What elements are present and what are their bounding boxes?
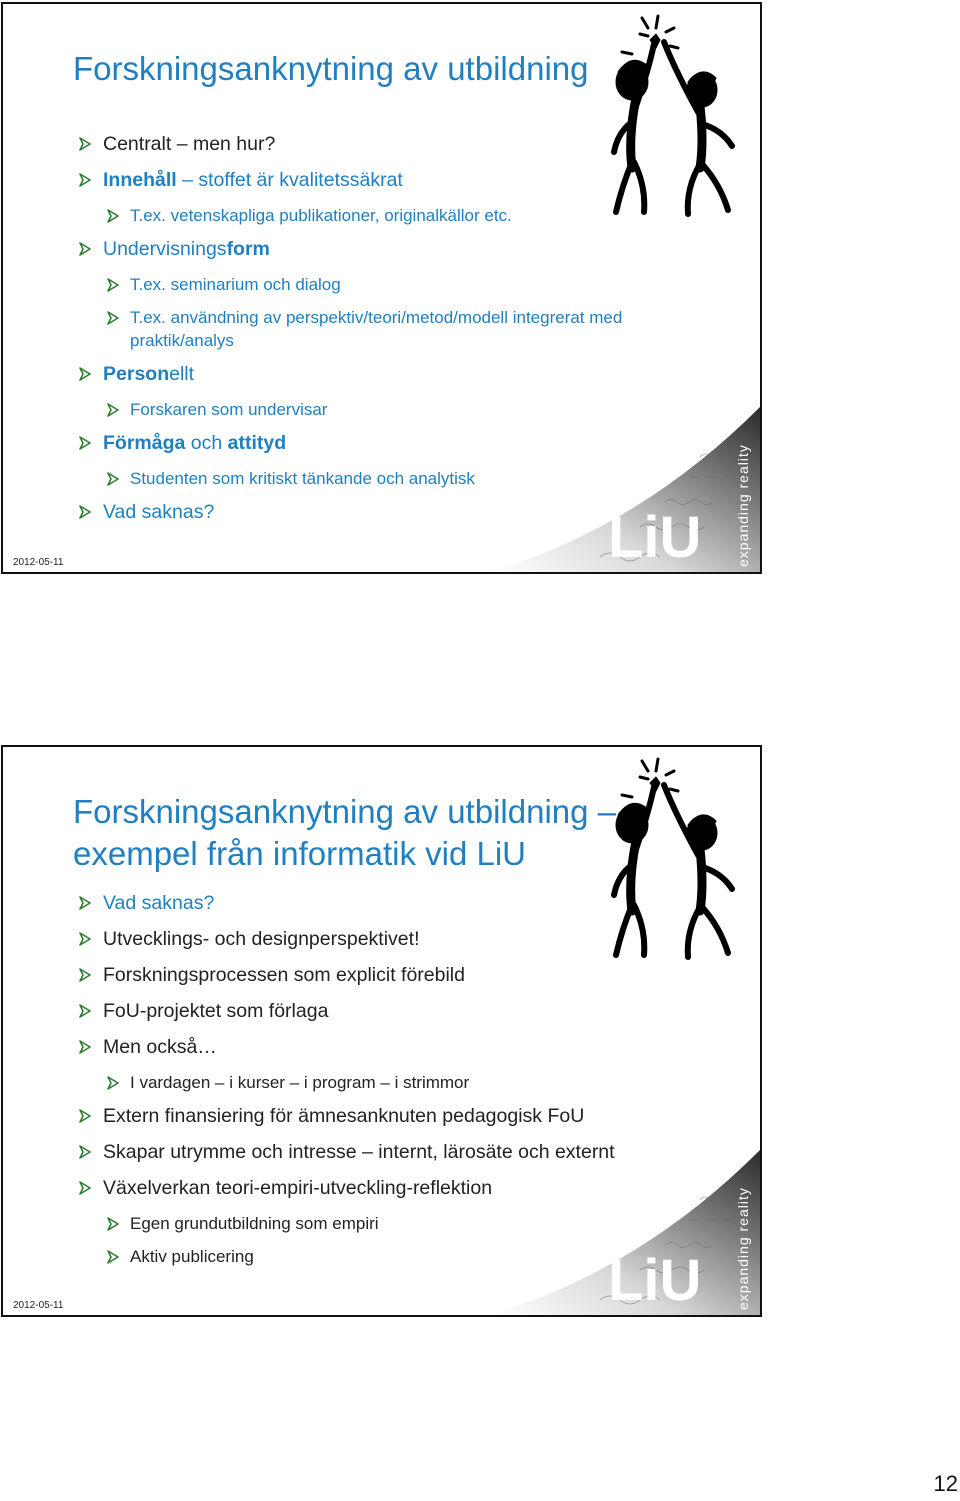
bullet-text: Extern finansiering för ämnesanknuten pedagogisk FoU <box>103 1105 585 1127</box>
arrow-bullet-icon <box>106 306 122 330</box>
arrow-bullet-icon <box>78 999 94 1023</box>
bullet-text: T.ex. seminarium och dialog <box>130 275 341 294</box>
arrow-bullet-icon <box>106 273 122 297</box>
bullet-text: I vardagen – i kurser – i program – i strimmor <box>130 1073 470 1092</box>
arrow-bullet-icon <box>78 1140 94 1164</box>
bullet-text: Centralt – men hur? <box>103 133 276 155</box>
arrow-bullet-icon <box>78 927 94 951</box>
bullet-item <box>78 273 640 296</box>
arrow-bullet-icon <box>78 963 94 987</box>
bullet-text: Skapar utrymme och intresse – internt, lärosäte och externt <box>103 1141 615 1163</box>
bullet-text: – stoffet är kvalitetssäkrat <box>176 169 403 191</box>
arrow-bullet-icon <box>106 1212 122 1236</box>
arrow-bullet-icon <box>78 132 94 156</box>
slide-date: 2012-05-11 <box>13 557 64 568</box>
bullet-item <box>78 204 640 227</box>
liu-logo-text: LiU <box>608 1248 702 1313</box>
high-five-figures-illustration <box>610 755 740 965</box>
bullet-item <box>78 927 640 951</box>
arrow-bullet-icon <box>106 204 122 228</box>
bullet-text: Studenten som kritiskt tänkande och analytisk <box>130 469 475 488</box>
arrow-bullet-icon <box>78 1176 94 1200</box>
bullet-text: form <box>226 238 270 260</box>
bullet-text: Undervisnings <box>103 238 227 260</box>
bullet-text: Vad saknas? <box>103 501 215 523</box>
arrow-bullet-icon <box>106 398 122 422</box>
bullet-text: och <box>185 432 228 454</box>
bullet-item <box>78 237 640 261</box>
bullet-text: FoU-projektet som förlaga <box>103 1000 329 1022</box>
slide-1 <box>1 2 762 574</box>
bullet-text: Förmåga <box>103 432 186 454</box>
liu-tagline: expanding reality <box>735 444 751 567</box>
bullet-text: Vad saknas? <box>103 892 215 914</box>
arrow-bullet-icon <box>78 362 94 386</box>
liu-logo-text: LiU <box>608 505 702 570</box>
bullet-item <box>78 306 640 352</box>
slide-title: Forskningsanknytning av utbildning <box>73 50 589 87</box>
bullet-text: Innehåll <box>103 169 177 191</box>
bullet-item <box>78 891 640 915</box>
bullet-item <box>78 999 640 1023</box>
bullet-text: T.ex. användning av perspektiv/teori/metod/modell integrerat med praktik/analys <box>130 308 623 350</box>
bullet-text: Utvecklings- och designperspektivet! <box>103 928 420 950</box>
bullet-item <box>78 362 640 386</box>
bullet-item <box>78 1071 640 1094</box>
arrow-bullet-icon <box>78 237 94 261</box>
arrow-bullet-icon <box>106 1071 122 1095</box>
bullet-text: attityd <box>227 432 287 454</box>
high-five-figures-illustration <box>610 12 740 222</box>
bullet-item <box>78 168 640 192</box>
bullet-text: Forskningsprocessen som explicit förebild <box>103 964 465 986</box>
liu-corner-graphic <box>490 1150 760 1315</box>
bullet-text: Forskaren som undervisar <box>130 400 328 419</box>
slide-date: 2012-05-11 <box>13 1300 64 1311</box>
arrow-bullet-icon <box>106 1245 122 1269</box>
bullet-text: Egen grundutbildning som empiri <box>130 1214 379 1233</box>
arrow-bullet-icon <box>78 500 94 524</box>
page-number: 12 <box>933 1471 958 1496</box>
bullet-item <box>78 1104 640 1128</box>
bullet-item <box>78 1035 640 1059</box>
arrow-bullet-icon <box>106 467 122 491</box>
bullet-text: Person <box>103 363 170 385</box>
bullet-item <box>78 963 640 987</box>
slide-title: Forskningsanknytning av utbildning – exempel från informatik vid LiU <box>73 793 617 872</box>
bullet-item <box>78 132 640 156</box>
liu-tagline: expanding reality <box>735 1187 751 1310</box>
liu-corner-graphic <box>490 407 760 572</box>
arrow-bullet-icon <box>78 891 94 915</box>
bullet-text: Aktiv publicering <box>130 1247 254 1266</box>
bullet-text: Men också… <box>103 1036 217 1058</box>
arrow-bullet-icon <box>78 1035 94 1059</box>
slide-2 <box>1 745 762 1317</box>
bullet-text: ellt <box>169 363 195 385</box>
arrow-bullet-icon <box>78 1104 94 1128</box>
bullet-text: Växelverkan teori-empiri-utveckling-reflektion <box>103 1177 493 1199</box>
arrow-bullet-icon <box>78 168 94 192</box>
arrow-bullet-icon <box>78 431 94 455</box>
bullet-text: T.ex. vetenskapliga publikationer, originalkällor etc. <box>130 206 512 225</box>
